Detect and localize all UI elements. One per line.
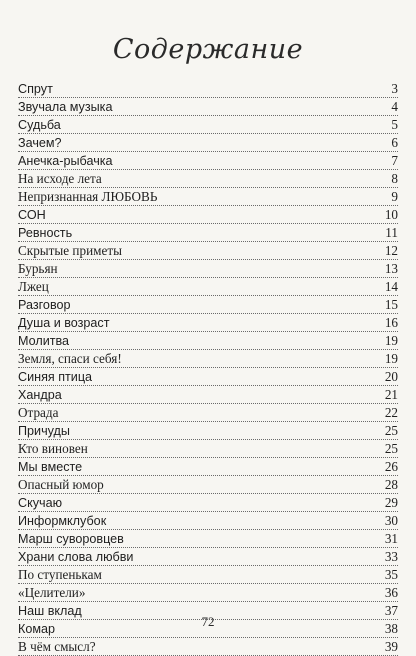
page-title: Содержание (112, 34, 304, 65)
toc-entry (18, 206, 398, 224)
toc-entry-page: 31 (384, 531, 398, 546)
toc-entry-title: Судьба (18, 118, 61, 132)
toc-entry-title: «Целители» (18, 585, 86, 600)
toc-entry-title: В чём смысл? (18, 639, 96, 654)
toc-entry-title: Непризнанная ЛЮБОВЬ (18, 189, 158, 204)
toc-entry-page: 12 (384, 243, 398, 258)
toc-entry-page: 39 (384, 639, 398, 654)
toc-entry-title: Бурьян (18, 261, 58, 276)
toc-entry (18, 98, 398, 116)
toc-entry (18, 152, 398, 170)
toc-entry-page: 9 (391, 189, 398, 204)
toc-entry (18, 422, 398, 440)
toc-entry (18, 224, 398, 242)
toc-entry-page: 3 (391, 81, 398, 96)
toc-entry-page: 25 (384, 423, 398, 438)
toc-entry (18, 476, 398, 494)
toc-entry-title: Скрытые приметы (18, 243, 122, 258)
toc-entry-page: 28 (384, 477, 398, 492)
toc-entry-page: 5 (391, 117, 398, 132)
toc-entry-page: 38 (384, 621, 398, 636)
toc-entry-title: Спрут (18, 82, 53, 96)
toc-entry-title: Молитва (18, 334, 70, 348)
toc-entry-title: Синяя птица (18, 370, 93, 384)
toc-entry (18, 278, 398, 296)
toc-entry-title: Наш вклад (18, 604, 82, 618)
toc-entry (18, 494, 398, 512)
toc-entry (18, 638, 398, 656)
toc-entry-title: Причуды (18, 424, 70, 438)
toc-entry-title: Ревность (18, 226, 73, 240)
toc-entry-title: Отрада (18, 405, 59, 420)
toc-entry-page: 19 (384, 351, 398, 366)
toc-entry-page: 19 (384, 333, 398, 348)
toc-entry-page: 35 (384, 567, 398, 582)
toc-entry (18, 512, 398, 530)
toc-entry-title: Земля, спаси себя! (18, 351, 122, 366)
toc-entry-title: Лжец (18, 279, 49, 294)
toc-entry-page: 11 (385, 225, 398, 240)
toc-entry-title: Душа и возраст (18, 316, 110, 330)
toc-entry-page: 37 (384, 603, 398, 618)
toc-entry (18, 260, 398, 278)
toc-entry (18, 440, 398, 458)
toc-entry-page: 10 (384, 207, 398, 222)
toc-entry (18, 80, 398, 98)
table-of-contents (18, 80, 398, 656)
toc-entry-title: Храни слова любви (18, 550, 134, 564)
toc-entry (18, 584, 398, 602)
toc-entry-page: 6 (391, 135, 398, 150)
toc-entry-page: 26 (384, 459, 398, 474)
toc-entry-page: 25 (384, 441, 398, 456)
toc-entry (18, 188, 398, 206)
toc-entry-page: 8 (391, 171, 398, 186)
toc-entry-page: 30 (384, 513, 398, 528)
toc-entry-title: Зачем? (18, 136, 62, 150)
toc-entry-page: 20 (384, 369, 398, 384)
toc-entry-page: 36 (384, 585, 398, 600)
toc-entry-title: Марш суворовцев (18, 532, 124, 546)
toc-entry (18, 242, 398, 260)
toc-entry-title: СОН (18, 208, 46, 222)
toc-entry-page: 22 (384, 405, 398, 420)
toc-entry (18, 170, 398, 188)
toc-entry-page: 33 (384, 549, 398, 564)
toc-entry-title: Мы вместе (18, 460, 83, 474)
toc-entry (18, 404, 398, 422)
toc-entry-page: 13 (384, 261, 398, 276)
toc-entry-title: Кто виновен (18, 441, 88, 456)
toc-entry-page: 21 (384, 387, 398, 402)
toc-entry (18, 530, 398, 548)
toc-entry (18, 548, 398, 566)
toc-entry (18, 566, 398, 584)
toc-entry-page: 14 (384, 279, 398, 294)
toc-entry (18, 116, 398, 134)
toc-entry (18, 368, 398, 386)
toc-entry-page: 4 (391, 99, 398, 114)
toc-entry (18, 314, 398, 332)
toc-entry (18, 332, 398, 350)
toc-entry-title: Опасный юмор (18, 477, 104, 492)
toc-entry-title: Хандра (18, 388, 62, 402)
toc-entry (18, 458, 398, 476)
toc-entry-title: Разговор (18, 298, 71, 312)
toc-entry-page: 16 (384, 315, 398, 330)
toc-entry (18, 296, 398, 314)
toc-entry (18, 386, 398, 404)
toc-entry-title: Комар (18, 622, 56, 636)
toc-entry-title: Скучаю (18, 496, 63, 510)
toc-entry-title: Информклубок (18, 514, 107, 528)
toc-entry-page: 29 (384, 495, 398, 510)
toc-entry (18, 134, 398, 152)
toc-entry-page: 7 (391, 153, 398, 168)
toc-entry-title: На исходе лета (18, 171, 102, 186)
toc-entry-title: Анечка-рыбачка (18, 154, 113, 168)
toc-entry (18, 350, 398, 368)
toc-entry-title: Звучала музыка (18, 100, 113, 114)
toc-entry-title: По ступенькам (18, 567, 102, 582)
toc-entry-page: 15 (384, 297, 398, 312)
page-number: 72 (201, 614, 215, 629)
